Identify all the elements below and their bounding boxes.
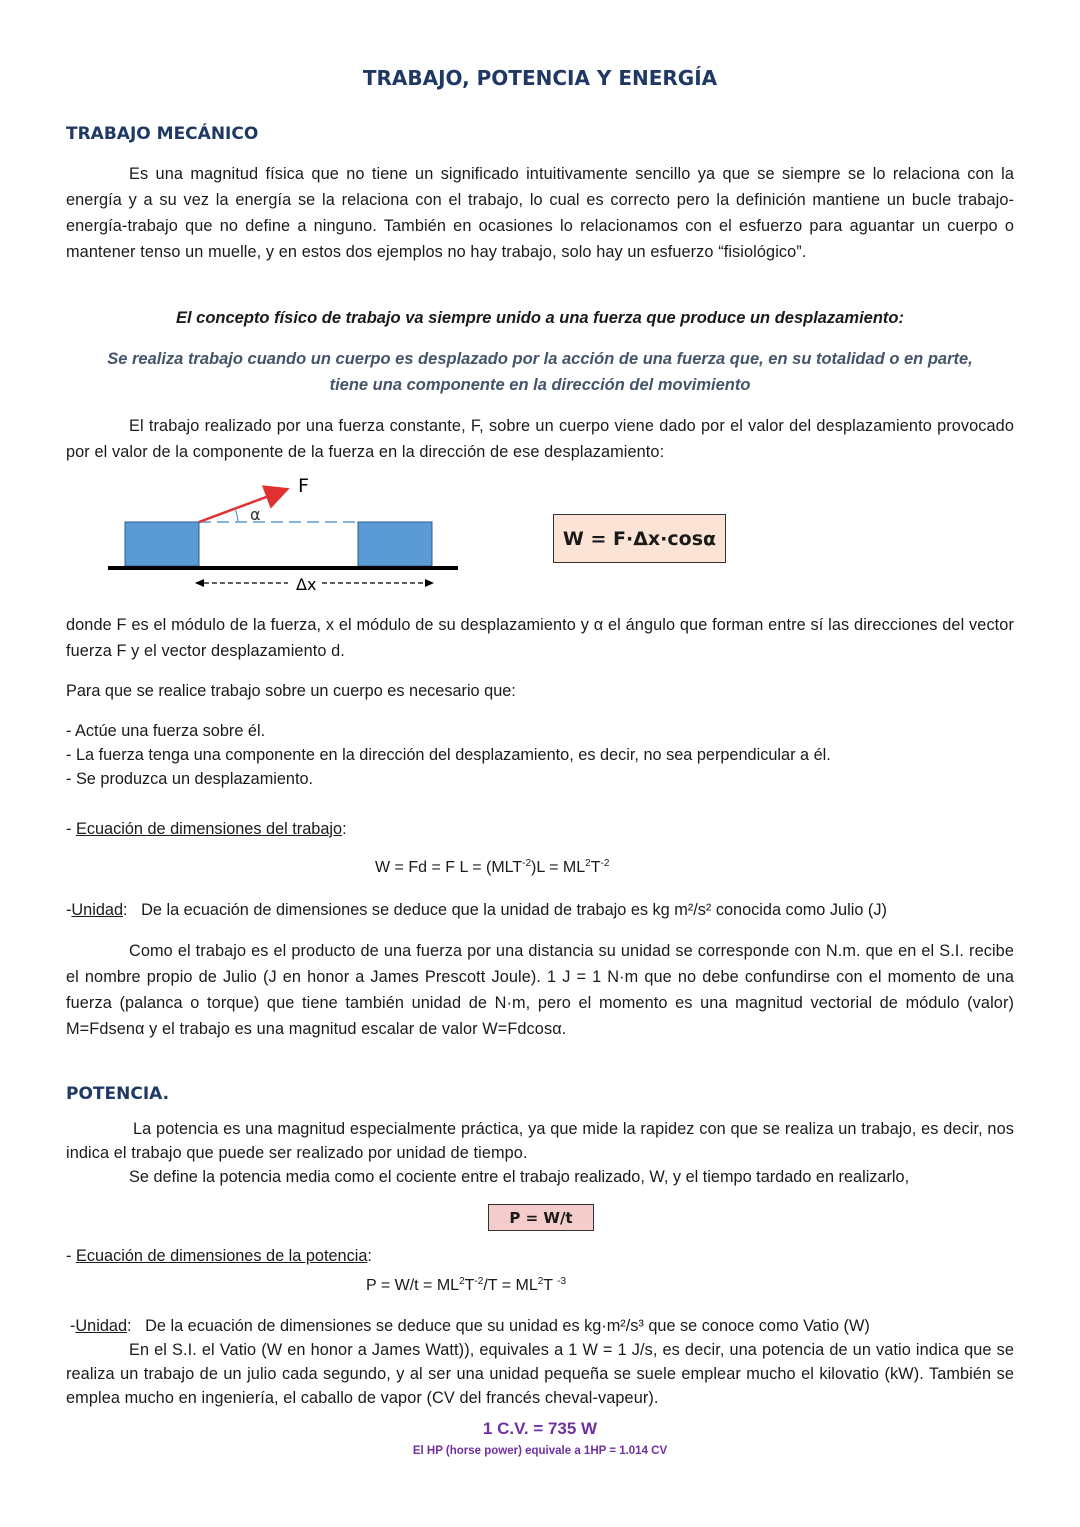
block-final xyxy=(358,522,432,566)
work-formula-box: W = F·Δx·cosα xyxy=(553,514,726,563)
where-paragraph: donde F es el módulo de la fuerza, x el módulo de su desplazamiento y α el ángulo que forman entre sí las direcciones del vector fuerza F y el vector desplazamiento d. xyxy=(66,616,1014,660)
power-unit-label: Unidad xyxy=(75,1317,128,1335)
definition-line-1: Se realiza trabajo cuando un cuerpo es desplazado por la acción de una fuerza que, en su totalidad o en parte, xyxy=(107,350,973,368)
block-initial xyxy=(125,522,199,566)
work-unit-label: Unidad xyxy=(71,901,124,919)
condition-item: - Actúe una fuerza sobre él. xyxy=(66,722,266,740)
work-dimension-formula: W = Fd = F $L = (MLT^{-2})L = ML^2T^{-2}$ xyxy=(375,858,610,876)
condition-item: - La fuerza tenga una componente en la dirección del desplazamiento, es decir, no sea perpendicular a él. xyxy=(66,746,831,764)
displacement-label: Δx xyxy=(296,575,317,594)
joule-paragraph: Como el trabajo es el producto de una fuerza por una distancia su unidad se corresponde con N.m. que en el S.I. recibe el nombre propio de Julio (J en honor a James Prescott Joule). 1 J = 1 N·m que no debe confundirse con el momento de una fuerza (palanca o torque) que tiene también unidad de N·m, pero el momento es una magnitud vectorial de módulo (valor) M=Fdsenα y el trabajo es una magnitud escalar de valor W=Fdcosα. xyxy=(66,942,1014,1038)
cv-equivalence: 1 C.V. = 735 W xyxy=(482,1419,598,1438)
power-dimensions-label: Ecuación de dimensiones de la potencia xyxy=(75,1247,368,1265)
power-formula-box: P = W/t xyxy=(488,1204,594,1231)
conditions-intro: Para que se realice trabajo sobre un cuerpo es necesario que: xyxy=(66,682,516,700)
work-unit-line: -Unidad: De la ecuación de dimensiones se deduce que la unidad de trabajo es kg m²/s² conocida como Julio (J) xyxy=(66,901,887,919)
trabajo-intro-paragraph: Es una magnitud física que no tiene un significado intuitivamente sencillo ya que se siempre se lo relaciona con la energía y a su vez la energía se la relaciona con el trabajo, lo cual es correcto pero la definición mantiene un bucle trabajo-energía-trabajo que no define a ninguno. También en ocasiones lo relacionamos con el esfuerzo para aguantar un cuerpo o mantener tenso un muelle, y en estos dos ejemplos no hay trabajo, solo hay un esfuerzo “fisiológico”. xyxy=(66,165,1014,261)
angle-label: α xyxy=(250,505,261,524)
section-heading-potencia: POTENCIA. xyxy=(66,1084,170,1104)
condition-item: - Se produzca un desplazamiento. xyxy=(66,770,314,788)
concept-statement: El concepto físico de trabajo va siempre unido a una fuerza que produce un desplazamiento: xyxy=(176,309,904,327)
work-diagram xyxy=(100,470,470,600)
hp-equivalence: El HP (horse power) equivale a 1HP = 1.014 CV xyxy=(412,1445,668,1457)
potencia-intro-paragraph: La potencia es una magnitud especialmente práctica, ya que mide la rapidez con que se realiza un trabajo, es decir, nos indica el trabajo que puede ser realizado por unidad de tiempo. xyxy=(66,1120,1014,1162)
work-dimensions-heading: - Ecuación de dimensiones del trabajo: xyxy=(66,820,347,838)
potencia-definition: Se define la potencia media como el cociente entre el trabajo realizado, W, y el tiempo tardado en realizarlo, xyxy=(129,1168,910,1186)
power-dimension-formula: $P = W/t = ML^2T^{-2}/T = ML^2T$ $^{-3}$ xyxy=(366,1276,567,1294)
angle-arc xyxy=(235,509,238,522)
power-dimensions-heading: - Ecuación de dimensiones de la potencia: xyxy=(66,1247,372,1265)
force-arrow xyxy=(199,490,285,522)
power-unit-line: -Unidad: De la ecuación de dimensiones se deduce que su unidad es kg·m²/s³ que se conoce como Vatio (W) xyxy=(70,1317,870,1335)
work-dimensions-label: Ecuación de dimensiones del trabajo xyxy=(75,820,343,838)
watt-paragraph: En el S.I. el Vatio (W en honor a James Watt)), equivales a 1 W = 1 J/s, es decir, una potencia de un vatio indica que se realiza un trabajo de un julio cada segundo, y al ser una unidad pequeña se suele emplear mucho el kilovatio (kW). También se emplea mucho en ingeniería, el caballo de vapor (CV del francés cheval-vapeur). xyxy=(66,1341,1014,1407)
section-heading-trabajo: TRABAJO MECÁNICO xyxy=(66,124,259,144)
definition-line-2: tiene una componente en la dirección del movimiento xyxy=(329,376,751,394)
page-title: TRABAJO, POTENCIA Y ENERGÍA xyxy=(362,66,718,90)
constant-force-paragraph: El trabajo realizado por una fuerza constante, F, sobre un cuerpo viene dado por el valor del desplazamiento provocado por el valor de la componente de la fuerza en la dirección de ese desplazamiento: xyxy=(66,417,1014,461)
force-label: F xyxy=(298,475,309,497)
